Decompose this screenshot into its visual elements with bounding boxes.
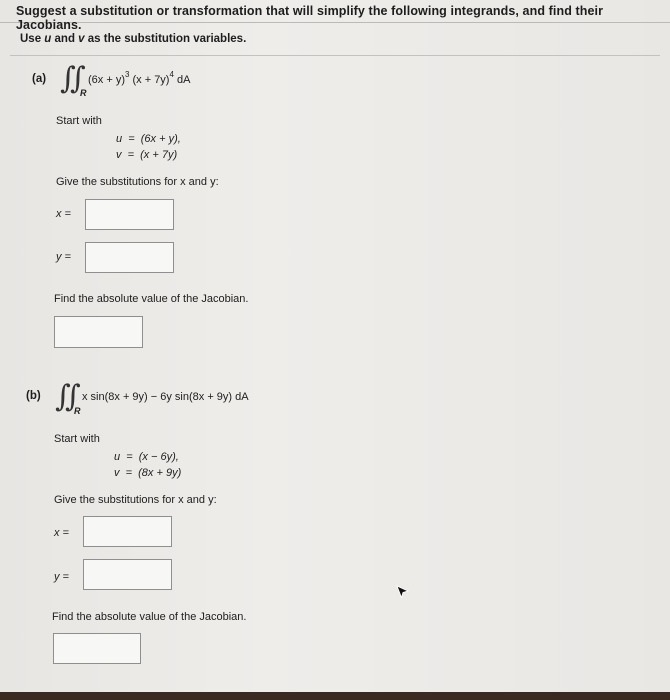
part-b-u-equation: u = (x − 6y), [114,451,179,463]
part-b-region: R [74,406,81,416]
divider [10,55,660,56]
part-a-double-integral: ∬ [60,61,80,96]
part-a-u-equation: u = (6x + y), [116,133,181,145]
part-a-give-substitutions: Give the substitutions for x and y: [56,176,219,188]
instruction-text: Use u and v as the substitution variables. [20,33,247,45]
part-b-x-label: x = [54,527,69,539]
part-a-start-with: Start with [56,115,102,127]
part-a-x-input[interactable] [85,199,174,230]
part-a-jacobian-prompt: Find the absolute value of the Jacobian. [54,293,249,305]
part-b-y-input[interactable] [83,559,172,590]
part-b-jacobian-input[interactable] [53,633,141,664]
part-b-double-integral: ∬ [55,379,75,414]
part-a-v-equation: v = (x + 7y) [116,149,178,161]
bottom-edge [0,692,670,700]
part-b-y-label: y = [54,571,69,583]
part-b-integrand: x sin(8x + 9y) − 6y sin(8x + 9y) dA [82,391,249,403]
part-a-region: R [80,88,87,98]
part-a-x-label: x = [56,208,71,220]
part-a-label: (a) [32,73,47,85]
part-b-start-with: Start with [54,433,100,445]
part-a-y-label: y = [56,251,71,263]
question-text: Suggest a substitution or transformation that will simplify the following integrands, and find their Jacobians. [16,4,604,32]
part-a-jacobian-input[interactable] [54,316,143,348]
part-b-x-input[interactable] [83,516,172,547]
part-a-y-input[interactable] [85,242,174,273]
part-a-integrand: $(6x + y)^3$ $(x + 7y)^4$ dA [88,70,191,86]
part-b-jacobian-prompt: Find the absolute value of the Jacobian. [52,611,247,623]
part-b-give-substitutions: Give the substitutions for x and y: [54,494,217,506]
part-b-v-equation: v = (8x + 9y) [114,467,182,479]
part-b-label: (b) [26,390,41,402]
mouse-pointer-icon [396,585,410,599]
